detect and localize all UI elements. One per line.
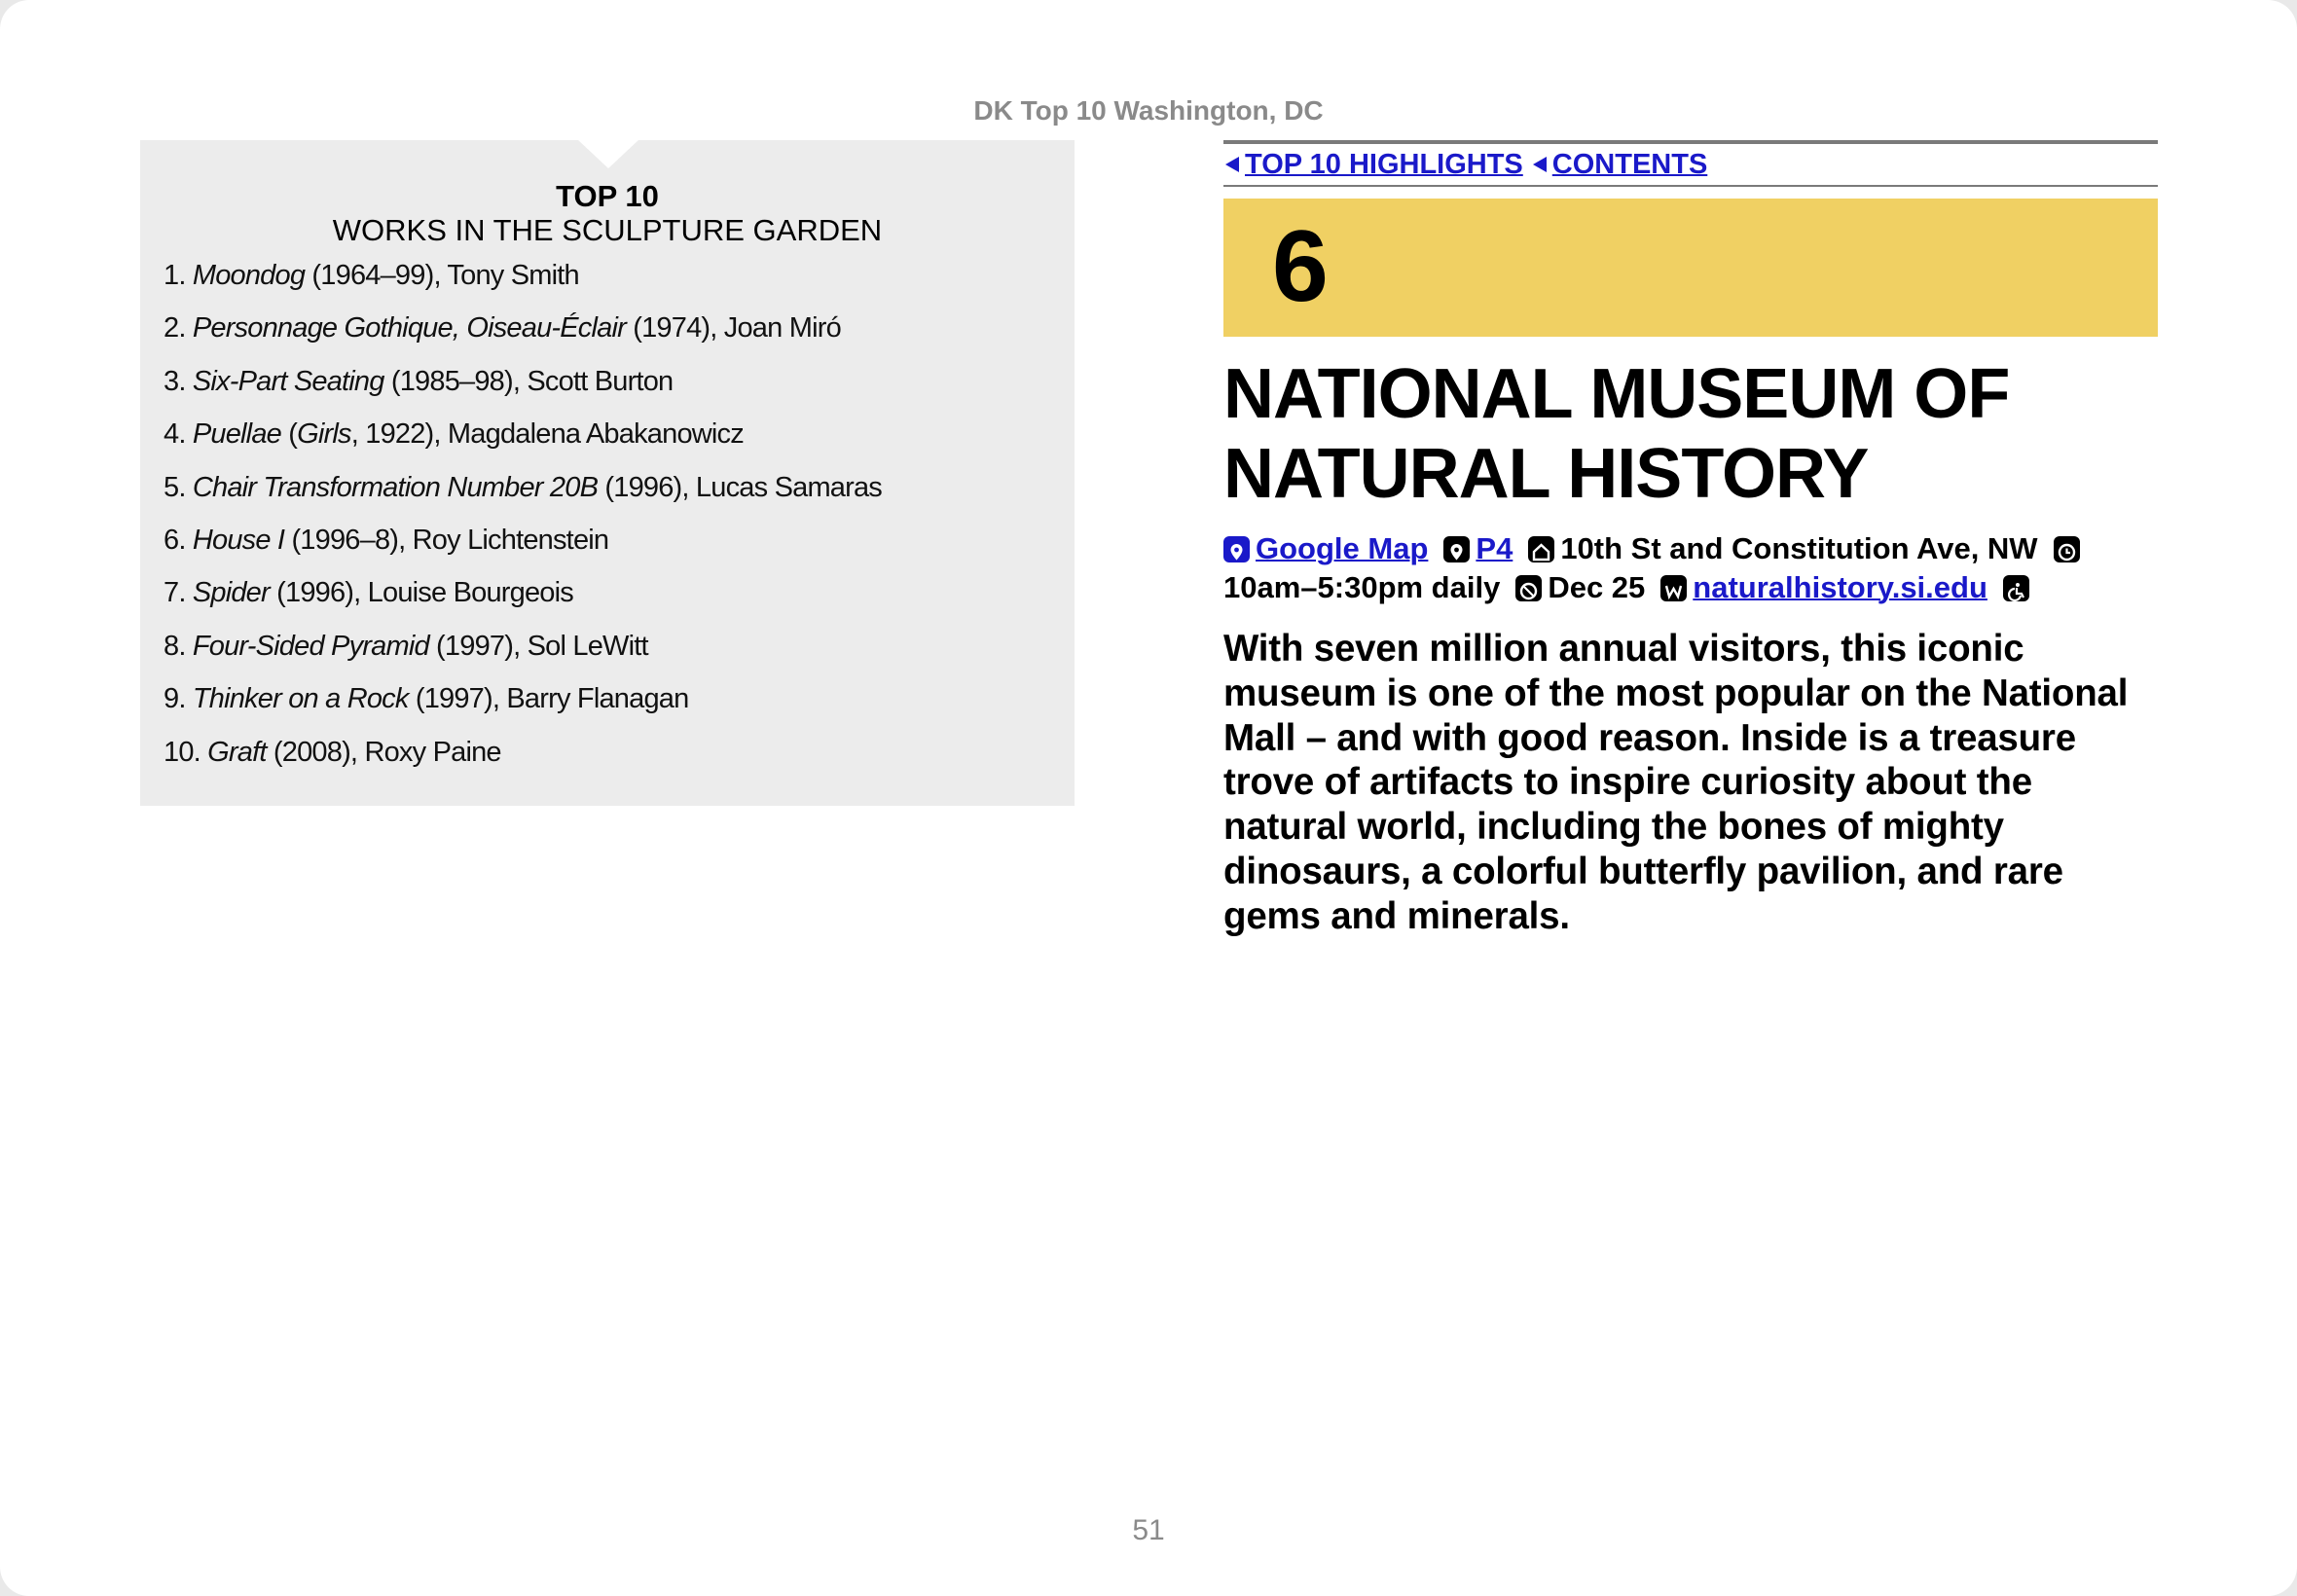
opening-hours: 10am–5:30pm daily (1223, 570, 1501, 604)
top10-highlights-link[interactable]: TOP 10 HIGHLIGHTS (1245, 148, 1523, 180)
home-icon (1528, 536, 1554, 562)
closed-clock-icon (1515, 575, 1542, 601)
top10-sculpture-box (140, 140, 1075, 806)
list-item: 5. Chair Transformation Number 20B (1996), Lucas Samaras (164, 471, 883, 503)
box-notch (577, 139, 639, 168)
works-list (164, 257, 1059, 786)
list-item: 10. Graft (2008), Roxy Paine (164, 736, 501, 768)
intro-paragraph: With seven million annual visitors, this iconic museum is one of the most popular on the National Mall – and with good reason. Inside is a treasure trove of artifacts to inspire curiosity about the natural world, including the bones of mighty dinosaurs, a colorful butterfly pavilion, and rare gems and minerals. (1223, 628, 2129, 937)
box-subheading: WORKS IN THE SCULPTURE GARDEN (332, 213, 883, 247)
clock-icon (2054, 536, 2080, 562)
website-icon (1660, 575, 1687, 601)
entry-number: 6 (1272, 210, 1329, 323)
accessibility-icon (2003, 575, 2029, 601)
list-item: 8. Four-Sided Pyramid (1997), Sol LeWitt (164, 630, 648, 662)
map-reference-link[interactable]: P4 (1476, 531, 1513, 565)
list-item: 3. Six-Part Seating (1985–98), Scott Burton (164, 365, 674, 397)
page-title: NATIONAL MUSEUM OF NATURAL HISTORY (1223, 355, 2010, 513)
entry-number-band (1223, 199, 2158, 337)
list-item: 2. Personnage Gothique, Oiseau-Éclair (1974), Joan Miró (164, 312, 841, 345)
list-item: 1. Moondog (1964–99), Tony Smith (164, 260, 579, 291)
box-heading: TOP 10 (556, 179, 659, 213)
book-title: DK Top 10 Washington, DC (973, 95, 1324, 126)
back-arrow-icon (1533, 157, 1547, 172)
contents-link[interactable]: CONTENTS (1551, 148, 1708, 180)
list-item: 6. House I (1996–8), Roy Lichtenstein (164, 524, 609, 556)
closed-dates: Dec 25 (1548, 570, 1646, 604)
back-arrow-icon (1225, 157, 1239, 172)
website-link[interactable]: naturalhistory.si.edu (1693, 570, 1987, 604)
breadcrumb (1223, 146, 1707, 183)
divider (1223, 185, 2158, 187)
info-block (1223, 529, 2158, 607)
map-pin-icon[interactable] (1223, 536, 1250, 562)
google-map-link[interactable]: Google Map (1256, 531, 1429, 565)
list-item: 7. Spider (1996), Louise Bourgeois (164, 577, 573, 609)
location-icon (1443, 536, 1470, 562)
divider (1223, 140, 2158, 144)
list-item: 4. Puellae (Girls, 1922), Magdalena Abakanowicz (164, 418, 744, 451)
address: 10th St and Constitution Ave, NW (1560, 531, 2038, 565)
list-item: 9. Thinker on a Rock (1997), Barry Flanagan (164, 683, 689, 715)
page-number: 51 (1132, 1514, 1165, 1546)
